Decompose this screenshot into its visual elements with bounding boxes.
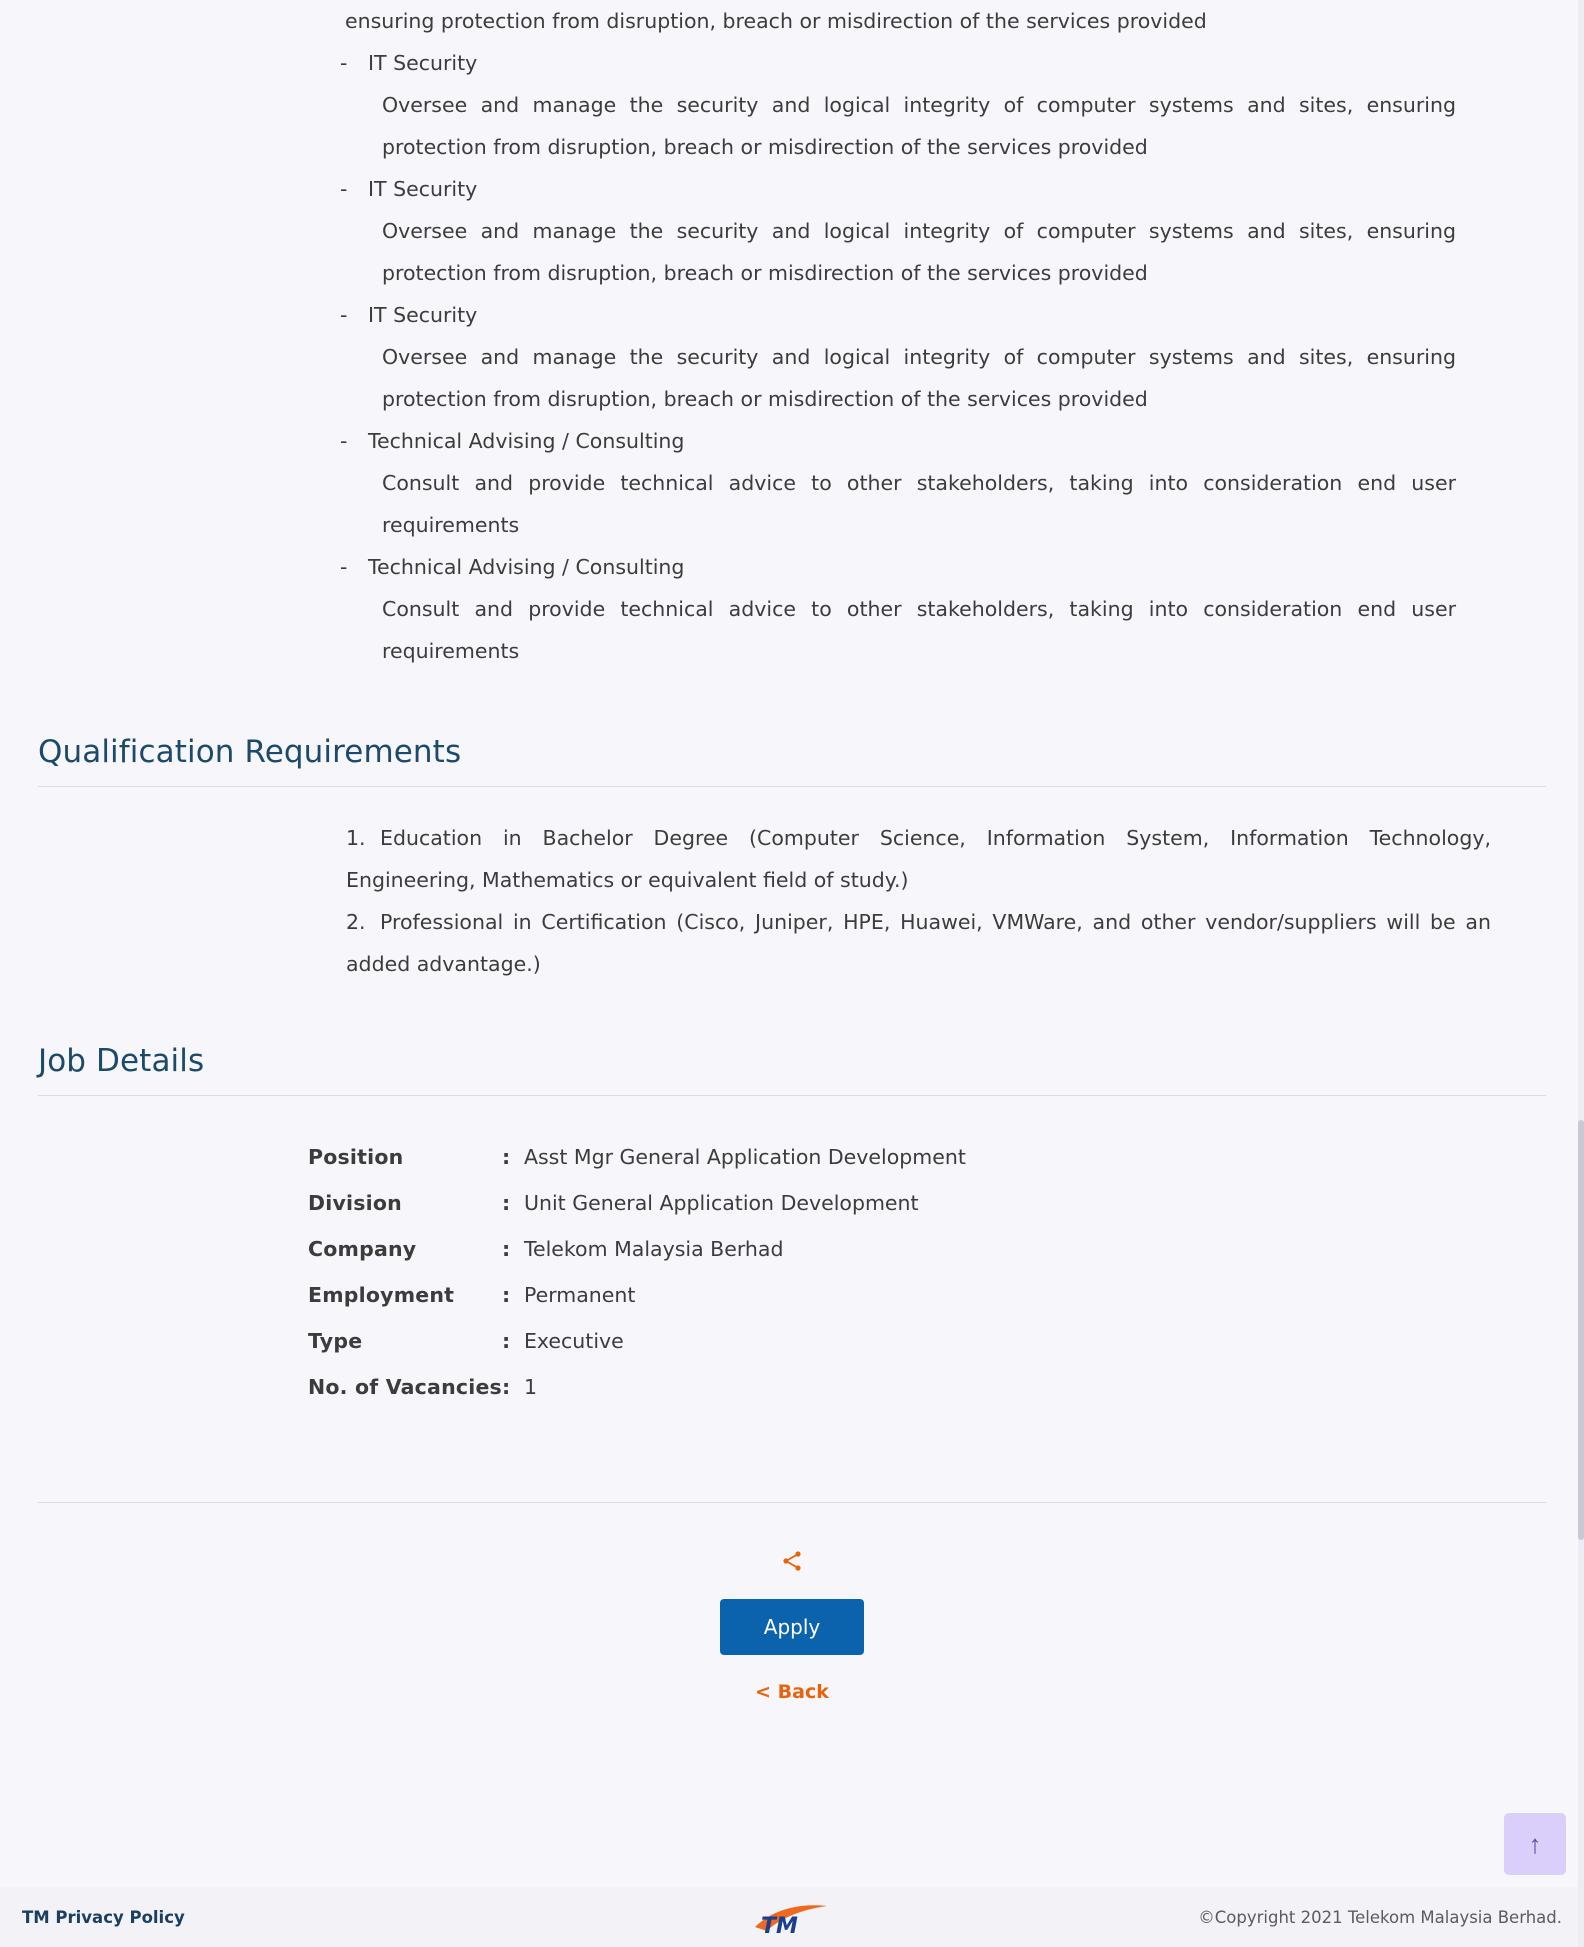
detail-colon: : — [501, 1375, 511, 1399]
responsibility-partial-line: ensuring protection from disruption, breach or misdirection of the services provided — [345, 9, 1207, 33]
responsibility-title: Technical Advising / Consulting — [368, 555, 685, 579]
job-details-heading: Job Details — [38, 1043, 205, 1079]
detail-label: Division — [308, 1191, 402, 1215]
table-row — [308, 1318, 966, 1364]
qualification-list — [38, 787, 1546, 985]
table-row — [308, 1364, 966, 1410]
qualification-number: 1. — [346, 826, 366, 850]
bullet-dash: - — [340, 177, 348, 201]
job-details-table-wrap — [0, 1096, 1584, 1410]
bullet-dash: - — [340, 555, 348, 579]
qualification-heading: Qualification Requirements — [38, 734, 462, 770]
scroll-to-top-button[interactable] — [1504, 1813, 1566, 1875]
svg-text:TM: TM — [761, 1914, 798, 1939]
share-icon[interactable] — [780, 1549, 804, 1573]
responsibility-description: Consult and provide technical advice to other stakeholders, taking into consideration end user requirements — [382, 471, 1456, 537]
bullet-dash: - — [340, 303, 348, 327]
job-details-section — [0, 985, 1584, 1096]
responsibility-description: Oversee and manage the security and logical integrity of computer systems and sites, ensuring protection from disruption, breach or misdirection of the services provided — [382, 93, 1456, 159]
table-row — [308, 1226, 966, 1272]
page-scrollbar[interactable] — [1578, 0, 1584, 1947]
responsibility-description: Oversee and manage the security and logical integrity of computer systems and sites, ensuring protection from disruption, breach or misdirection of the services provided — [382, 345, 1456, 411]
responsibility-item — [40, 546, 1544, 672]
detail-colon: : — [501, 1329, 511, 1353]
tm-logo — [747, 1897, 837, 1941]
qualification-text: Education in Bachelor Degree (Computer Science, Information System, Information Technology, Engineering, Mathematics or equivalent field of study.) — [346, 826, 1491, 892]
arrow-up-icon: ↑ — [1528, 1828, 1542, 1859]
job-details-table — [308, 1134, 966, 1410]
responsibility-title-row — [40, 546, 1544, 588]
responsibility-title-row — [40, 42, 1544, 84]
responsibility-title: Technical Advising / Consulting — [368, 429, 685, 453]
responsibility-description: Consult and provide technical advice to other stakeholders, taking into consideration end user requirements — [382, 597, 1456, 663]
responsibility-title: IT Security — [368, 177, 478, 201]
page-footer — [0, 1887, 1584, 1947]
qualification-number: 2. — [346, 910, 366, 934]
copyright-text: ©Copyright 2021 Telekom Malaysia Berhad. — [1198, 1907, 1562, 1927]
responsibility-title-row — [40, 420, 1544, 462]
responsibility-item — [40, 420, 1544, 546]
detail-value: Permanent — [523, 1283, 636, 1307]
scrollbar-thumb[interactable] — [1578, 1120, 1584, 1540]
responsibility-item — [40, 168, 1544, 294]
detail-value: Telekom Malaysia Berhad — [523, 1237, 784, 1261]
table-row — [308, 1134, 966, 1180]
detail-value: Unit General Application Development — [523, 1191, 919, 1215]
qualification-section — [0, 672, 1584, 985]
detail-label: No. of Vacancies — [308, 1375, 502, 1399]
bullet-dash: - — [340, 51, 348, 75]
actions-bar — [0, 1503, 1584, 1703]
qualification-item — [346, 901, 1491, 985]
detail-value: Executive — [523, 1329, 624, 1353]
responsibility-item — [40, 42, 1544, 168]
responsibility-item — [40, 294, 1544, 420]
detail-label: Company — [308, 1237, 417, 1261]
apply-button[interactable]: Apply — [720, 1599, 864, 1655]
detail-label: Type — [308, 1329, 363, 1353]
detail-colon: : — [501, 1191, 511, 1215]
detail-label: Employment — [308, 1283, 455, 1307]
qualification-item — [346, 817, 1491, 901]
responsibility-title-row — [40, 168, 1544, 210]
table-row — [308, 1272, 966, 1318]
detail-value: Asst Mgr General Application Development — [523, 1145, 966, 1169]
bullet-dash: - — [340, 429, 348, 453]
back-link[interactable]: < Back — [755, 1681, 829, 1703]
detail-value: 1 — [523, 1375, 537, 1399]
detail-colon: : — [501, 1237, 511, 1261]
responsibility-title-row — [40, 294, 1544, 336]
detail-label: Position — [308, 1145, 404, 1169]
detail-colon: : — [501, 1283, 511, 1307]
responsibilities-section — [0, 0, 1584, 672]
table-row — [308, 1180, 966, 1226]
responsibility-title: IT Security — [368, 303, 478, 327]
privacy-policy-link[interactable]: TM Privacy Policy — [22, 1907, 185, 1927]
responsibility-description: Oversee and manage the security and logical integrity of computer systems and sites, ensuring protection from disruption, breach or misdirection of the services provided — [382, 219, 1456, 285]
responsibility-title: IT Security — [368, 51, 478, 75]
detail-colon: : — [501, 1145, 511, 1169]
qualification-text: Professional in Certification (Cisco, Juniper, HPE, Huawei, VMWare, and other vendor/suppliers will be an added advantage.) — [346, 910, 1491, 976]
